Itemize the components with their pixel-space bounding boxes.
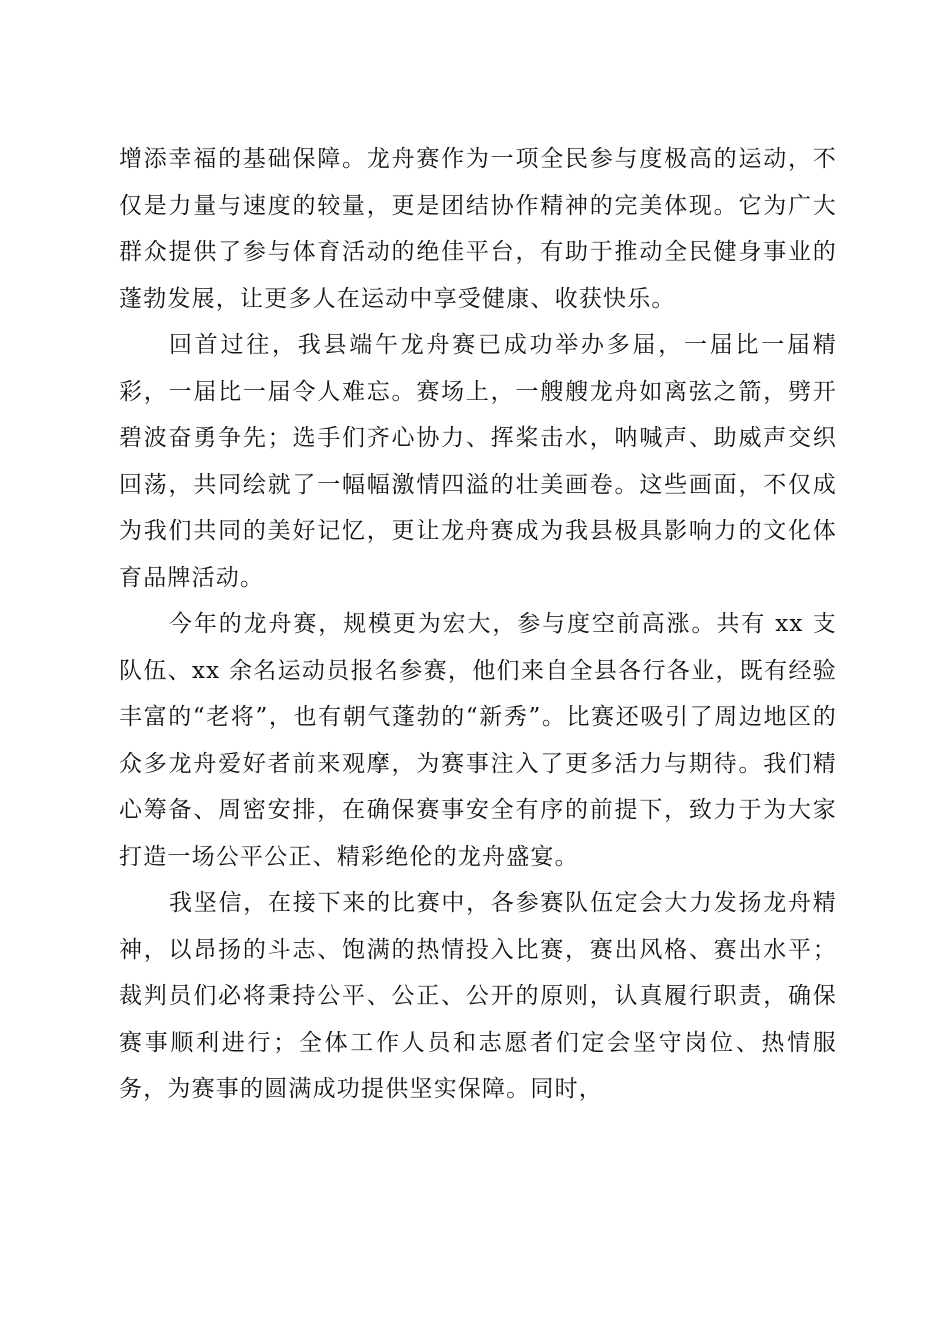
paragraph-review: 回首过往，我县端午龙舟赛已成功举办多届，一届比一届精彩，一届比一届令人难忘。赛场上，一艘艘龙舟如离弦之箭，劈开碧波奋勇争先；选手们齐心协力、挥桨击水，呐喊声、助威声交织回荡，共同绘就了一幅幅激情四溢的壮美画卷。这些画面，不仅成为我们共同的美好记忆，更让龙舟赛成为我县极具影响力的文化体育品牌活动。 [119,332,837,591]
paragraph-continuation: 增添幸福的基础保障。龙舟赛作为一项全民参与度极高的运动，不仅是力量与速度的较量，更是团结协作精神的完美体现。它为广大群众提供了参与体育活动的绝佳平台，有助于推动全民健身事业的蓬勃发展，让更多人在运动中享受健康、收获快乐。 [119,146,837,312]
paragraph-this-year: 今年的龙舟赛，规模更为宏大，参与度空前高涨。共有 xx 支队伍、xx 余名运动员报名参赛，他们来自全县各行各业，既有经验丰富的“老将”，也有朝气蓬勃的“新秀”。比赛还吸引了周边地区的众多龙舟爱好者前来观摩，为赛事注入了更多活力与期待。我们精心筹备、周密安排，在确保赛事安全有序的前提下，致力于为大家打造一场公平公正、精彩绝伦的龙舟盛宴。 [119,611,837,870]
paragraph-belief: 我坚信，在接下来的比赛中，各参赛队伍定会大力发扬龙舟精神，以昂扬的斗志、饱满的热情投入比赛，赛出风格、赛出水平；裁判员们必将秉持公平、公正、公开的原则，认真履行职责，确保赛事顺利进行；全体工作人员和志愿者们定会坚守岗位、热情服务，为赛事的圆满成功提供坚实保障。同时， [119,890,837,1102]
document-body [119,136,837,1113]
